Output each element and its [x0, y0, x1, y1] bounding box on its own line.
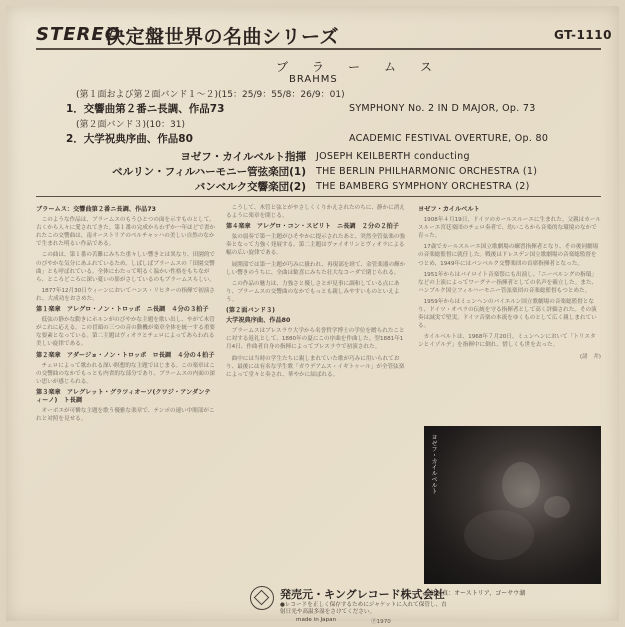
side-note-2: (第２面バンド３)(10：31) — [76, 120, 185, 130]
label-company: 発売元・キングレコード株式会社 — [280, 588, 445, 601]
photo-caption: ヨゼフ・カイルベルト — [430, 434, 437, 494]
care-note: ●レコードを正しく保存するためにジャケットに入れて保管し、直射日光や高温多湿をさけてください。 — [280, 602, 447, 615]
movement-heading: 第２楽章 アダージョ・ノン・トロッポ ロ長調 ４分の４拍子 — [36, 351, 215, 359]
section-heading: 大学祝典序曲、作品80 — [226, 317, 291, 325]
liner-notes-column-3 — [418, 204, 601, 419]
paragraph: 低弦の静かな動きにホルンがのびやかな主題を歌い出し、やがて木管がこれに応える。この冒頭の三つの音の動機が楽章全体を統一する重要な要素となっている。第二主題はヴィオラとチェロによってあらわれる美しい旋律である。 — [36, 317, 216, 348]
section-heading: ブラームス：交響曲第２番ニ長調、作品73 — [36, 206, 156, 213]
catalog-number: GT-1110 — [554, 28, 612, 42]
paragraph: この曲は、第１番の苦難にみちた重々しい響きとは異なり、田園的でのびやかな気分にあふれているため、しばしばブラームスの「田園交響曲」とも呼ばれている。全体にわたって明るく温かい性格をもちながら、ところどころに深い憂いの影がさしているのもブラームスらしい。 — [36, 252, 216, 283]
paragraph: オーボエが可憐な主題を歌う優雅な楽章で、テンポの速い中間部がこれと対照を見せる。 — [36, 408, 215, 423]
divider-mid — [36, 196, 601, 197]
paragraph: 1908年４月19日、ドイツのカールスルーエに生まれた。父親はカールスルーエ宮廷楽団のチェロ奏者で、幼いころから音楽的な環境のなかで育った。 — [418, 217, 601, 240]
paragraph: こうして、木管と弦とがやさしくくりかえされたのちに、静かに消えるように楽章を閉じる。 — [226, 205, 405, 220]
liner-notes-column-1 — [36, 204, 216, 582]
orchestra-1-en: THE BERLIN PHILHARMONIC ORCHESTRA (1) — [316, 166, 538, 177]
movement-heading: 第１楽章 アレグロ・ノン・トロッポ ニ長調 ４分の３拍子 — [36, 306, 209, 314]
paragraph: ブラームスはブレスラウ大学から名誉哲学博士の学位を贈られたことに対する返礼として、1880年の夏にこの序曲を作曲した。翌1881年1月4日、作曲者自身の指揮によってブレスラウで初演された。 — [226, 328, 405, 351]
orchestra-1-ja: ベルリン・フィルハーモニー管弦楽団(1) — [112, 166, 306, 178]
author-signature: (諸 井) — [579, 353, 601, 360]
paragraph: カイルベルトは、1968年７月20日、ミュンヘンにおいて「トリスタンとイゾルデ」を指揮中に倒れ、惜しくも世を去った。 — [418, 334, 596, 349]
divider-top — [36, 48, 601, 50]
conductor-photo — [424, 426, 601, 584]
stereo-mark: STEREO — [36, 24, 121, 45]
record-jacket-back — [6, 6, 619, 625]
paragraph: この作品の魅力は、力強さと優しさとが見事に調和している点にあり、ブラームスの交響曲のなかでもっとも親しみやすいものといえよう。 — [226, 280, 400, 303]
paragraph: 曲中には当時の学生たちに親しまれていた歌が巧みに用いられており、最後には有名な学生歌「ガウデアムス・イギトゥール」が全管弦楽によって堂々と奏され、華やかに結ばれる。 — [226, 355, 405, 378]
copyright-code: Ⓟ1970 — [371, 619, 391, 625]
paragraph: このような作品は、ブラームスのもうひとつの面を示すものとして、古くから人々に愛されてきた。第１番の完成からわずか一年ほどで書かれたこの交響曲は、南オーストリアのペルチャッハの美しい自然のなかで生まれた明るい作品である。 — [36, 217, 216, 248]
paragraph: 弦の弱奏で第一主題がひそやかに提示されたあと、突然全管弦楽の強奏となって力強く発展する。第二主題はヴァイオリンとヴィオラによる幅の広い旋律である。 — [226, 234, 406, 257]
liner-notes-column-2 — [226, 204, 406, 582]
king-records-logo — [250, 586, 274, 610]
paragraph: チェロによって歌われる深い瞑想的な主題ではじまる。この楽章はこの交響曲のなかでもっとも内省的な部分であり、ブラームスの内面の深い思いが感じられる。 — [36, 362, 216, 385]
paragraph: 17歳でカールスルーエ国立歌劇場の練習指揮者となり、その後同劇場の音楽総監督に就任した。戦後はドレスデン国立歌劇場の音楽総監督をつとめ、1949年にはバンベルク交響楽団の首席指揮者となった。 — [418, 244, 599, 267]
movement-heading: 第３楽章 アレグレット・グラツィオーソ(クワジ・アンダンティーノ) ト長調 — [36, 388, 211, 404]
composer-name-ja: ブ ラ ー ム ス — [276, 60, 439, 74]
side-note: (第２面バンド３) — [226, 307, 275, 315]
section-heading: ヨゼフ・カイルベルト — [418, 206, 480, 213]
movement-heading: 第４楽章 アレグロ・コン・スピリト ニ長調 ２分の２拍子 — [226, 223, 399, 231]
track-1-title-en: SYMPHONY No. 2 IN D MAJOR, Op. 73 — [349, 103, 536, 114]
orchestra-2-ja: バンベルク交響楽団(2) — [194, 181, 306, 193]
paragraph: 1959年からはミュンヘンのバイエルン国立歌劇場の音楽総監督となり、ドイツ・オペラの伝統を守る指揮者として高く評価された。その演奏は誠実で堅実、ドイツ音楽の本流をゆくものとして広く親しまれている。 — [418, 298, 597, 330]
composer-name-en: BRAHMS — [289, 74, 338, 85]
series-title: 決定盤世界の名曲シリーズ — [106, 26, 340, 48]
paragraph: 1951年からはバイロイト音楽祭にも出演し、「ニーベルングの指環」などの上演によってワーグナー指揮者としての名声を確立した。また、ハンブルク国立フィルハーモニー管弦楽団の音楽総監督もつとめた。 — [418, 271, 598, 294]
side-note-1: (第１面および第２面バンド１〜２)(15：25/9：55/8：26/9：01) — [76, 90, 345, 100]
made-in: made in Japan — [296, 617, 337, 623]
track-2-title-ja: 2．大学祝典序曲、作品80 — [66, 133, 193, 145]
track-1-title-ja: 1．交響曲第２番ニ長調、作品73 — [66, 103, 225, 115]
track-2-title-en: ACADEMIC FESTIVAL OVERTURE, Op. 80 — [349, 133, 549, 144]
paragraph: 展開部では第一主題が巧みに扱われ、再現部を経て、金管楽器の輝かしい響きのうちに、全曲は歓喜にみちた壮大なコーダで閉じられる。 — [226, 261, 406, 276]
photo-credit: 表紙写真：オーストリア、ゴーサウ湖 — [424, 590, 526, 597]
paragraph: 1877年12月30日ウィーンにおいてハンス・リヒターの指揮で初演され、大成功をおさめた。 — [36, 287, 215, 302]
conductor-ja: ヨゼフ・カイルベルト指揮 — [180, 151, 306, 163]
orchestra-2-en: THE BAMBERG SYMPHONY ORCHESTRA (2) — [316, 181, 530, 192]
conductor-en: JOSEPH KEILBERTH conducting — [316, 151, 470, 162]
